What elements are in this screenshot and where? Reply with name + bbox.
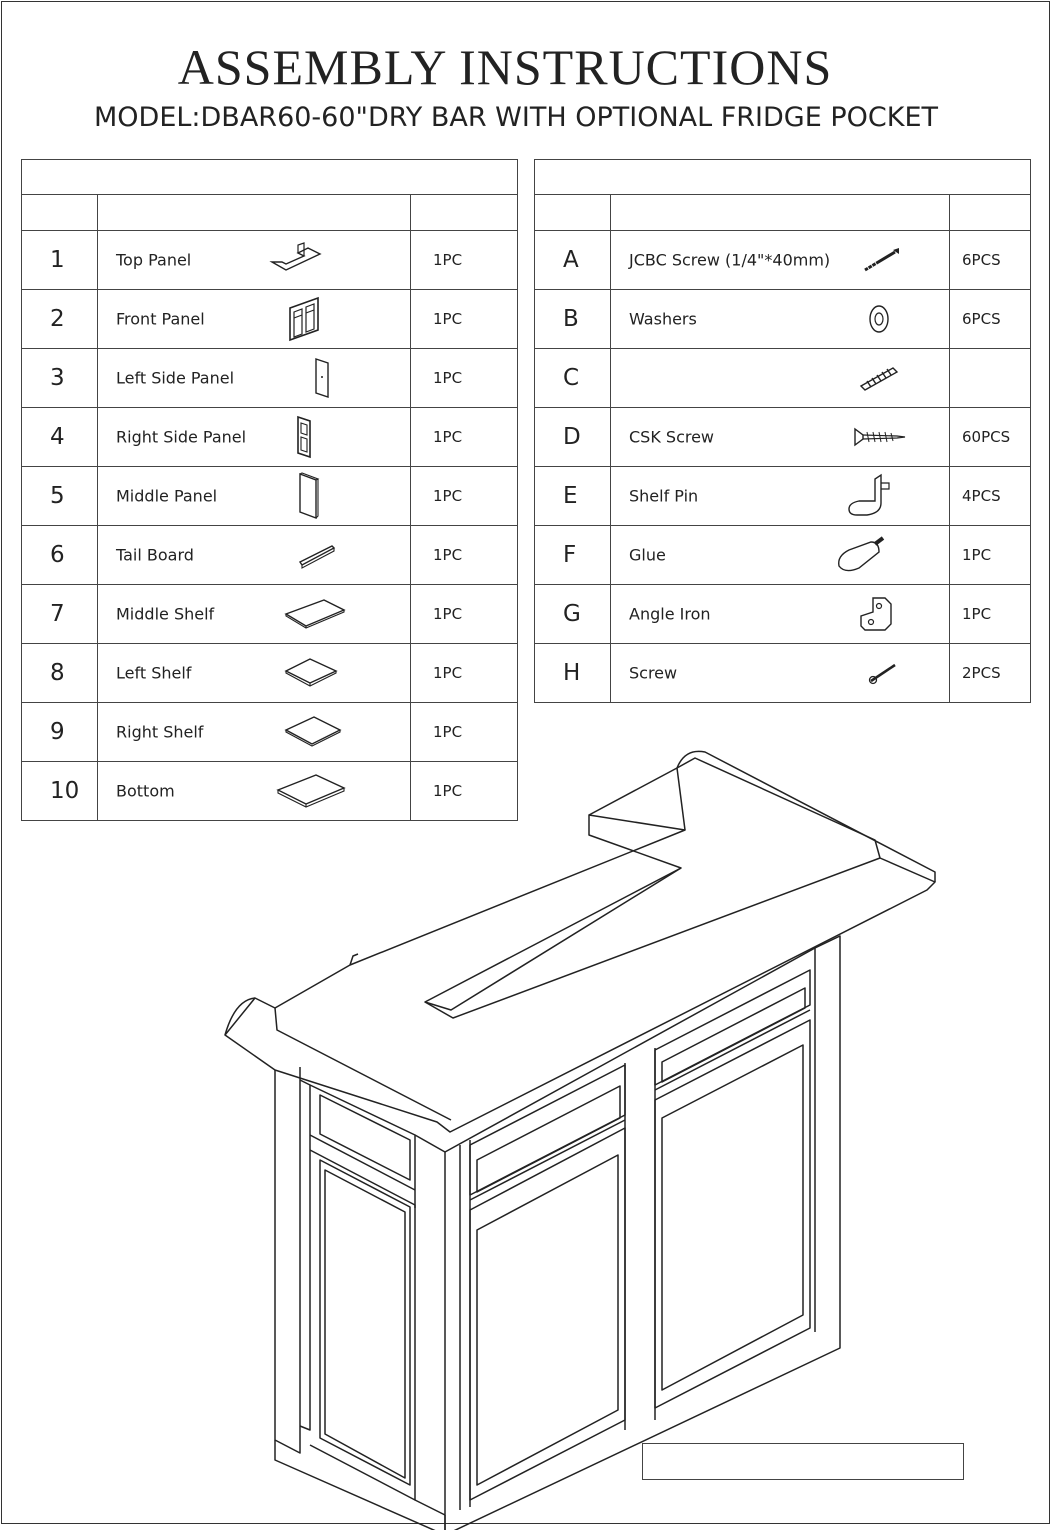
part-number: 9 — [22, 703, 98, 762]
dowel-icon — [857, 362, 903, 394]
hardware-quantity: 1PC — [950, 585, 1031, 644]
table-row — [535, 644, 1031, 703]
part-name: Bottom — [116, 781, 175, 801]
angle-iron-icon — [857, 594, 899, 634]
part-number: 8 — [22, 644, 98, 703]
hardware-name: Glue — [629, 545, 666, 565]
part-quantity: 1PC — [411, 762, 518, 821]
hardware-quantity: 2PCS — [950, 644, 1031, 703]
table-row — [535, 585, 1031, 644]
part-name: Left Side Panel — [116, 368, 235, 388]
assembled-dry-bar-illustration — [215, 740, 955, 1530]
part-number: 7 — [22, 585, 98, 644]
csk-screw-icon — [851, 426, 909, 448]
part-name: Middle Shelf — [116, 604, 215, 624]
part-name: Middle Panel — [116, 486, 218, 506]
table-row — [22, 467, 518, 526]
table-row — [535, 526, 1031, 585]
table-row — [22, 349, 518, 408]
table-row — [535, 467, 1031, 526]
hardware-name: JCBC Screw (1/4"*40mm) — [629, 250, 831, 270]
washer-icon — [867, 303, 891, 335]
table-row — [535, 290, 1031, 349]
part-name: Tail Board — [116, 545, 194, 565]
part-quantity: 1PC — [411, 349, 518, 408]
part-number: 10 — [22, 762, 98, 821]
part-number: 2 — [22, 290, 98, 349]
column-header — [535, 195, 611, 231]
hardware-name: Screw — [629, 663, 678, 683]
part-quantity: 1PC — [411, 290, 518, 349]
page-title: ASSEMBLY INSTRUCTIONS — [177, 39, 833, 95]
middle-shelf-icon — [284, 596, 348, 632]
column-header — [98, 195, 411, 231]
table-row — [535, 408, 1031, 467]
left-shelf-icon — [284, 655, 340, 691]
part-number: 3 — [22, 349, 98, 408]
top-panel-icon — [268, 240, 328, 280]
part-quantity: 1PC — [411, 231, 518, 290]
table-row — [535, 349, 1031, 408]
hardware-quantity: 6PCS — [950, 290, 1031, 349]
model-subtitle: MODEL:DBAR60-60"DRY BAR WITH OPTIONAL FRIDGE POCKET — [93, 102, 938, 133]
table-row — [535, 231, 1031, 290]
column-header — [411, 195, 518, 231]
middle-panel-icon — [296, 472, 322, 520]
part-name: Top Panel — [116, 250, 192, 270]
panels-table — [21, 159, 518, 821]
part-quantity: 1PC — [411, 526, 518, 585]
hardware-quantity: 1PC — [950, 526, 1031, 585]
part-quantity: 1PC — [411, 408, 518, 467]
hardware-letter: G — [535, 585, 611, 644]
part-number: 4 — [22, 408, 98, 467]
hardware-letter: C — [535, 349, 611, 408]
part-name: Front Panel — [116, 309, 205, 329]
glue-icon — [835, 534, 891, 576]
front-panel-icon — [286, 296, 324, 342]
hardware-letter: H — [535, 644, 611, 703]
part-quantity: 1PC — [411, 703, 518, 762]
hardware-letter: D — [535, 408, 611, 467]
panels-table-header — [22, 160, 518, 195]
part-name: Right Shelf — [116, 722, 204, 742]
hardware-name: CSK Screw — [629, 427, 715, 447]
hardware-quantity: 4PCS — [950, 467, 1031, 526]
left-side-panel-icon — [312, 357, 334, 399]
hardware-quantity — [950, 349, 1031, 408]
table-row — [22, 231, 518, 290]
caption-box — [642, 1443, 964, 1480]
table-row — [22, 585, 518, 644]
part-quantity: 1PC — [411, 644, 518, 703]
shelf-pin-icon — [845, 473, 899, 519]
hardware-quantity: 60PCS — [950, 408, 1031, 467]
part-number: 6 — [22, 526, 98, 585]
hardware-table — [534, 159, 1031, 703]
column-header — [950, 195, 1031, 231]
right-side-panel-icon — [294, 415, 318, 459]
screw-icon — [867, 659, 901, 687]
hardware-name: Shelf Pin — [629, 486, 699, 506]
part-name: Left Shelf — [116, 663, 192, 683]
table-row — [22, 408, 518, 467]
table-row — [22, 526, 518, 585]
hardware-quantity: 6PCS — [950, 231, 1031, 290]
part-quantity: 1PC — [411, 467, 518, 526]
table-row — [22, 644, 518, 703]
column-header — [22, 195, 98, 231]
hardware-table-header — [535, 160, 1031, 195]
part-number: 1 — [22, 231, 98, 290]
hardware-letter: F — [535, 526, 611, 585]
hardware-letter: B — [535, 290, 611, 349]
part-name: Right Side Panel — [116, 427, 247, 447]
tail-board-icon — [298, 540, 338, 570]
hardware-letter: A — [535, 231, 611, 290]
hardware-name: Washers — [629, 309, 697, 329]
part-number: 5 — [22, 467, 98, 526]
part-quantity: 1PC — [411, 585, 518, 644]
jcbc-screw-icon — [861, 244, 903, 276]
hardware-name: Angle Iron — [629, 604, 711, 624]
hardware-letter: E — [535, 467, 611, 526]
table-row — [22, 290, 518, 349]
column-header — [611, 195, 950, 231]
